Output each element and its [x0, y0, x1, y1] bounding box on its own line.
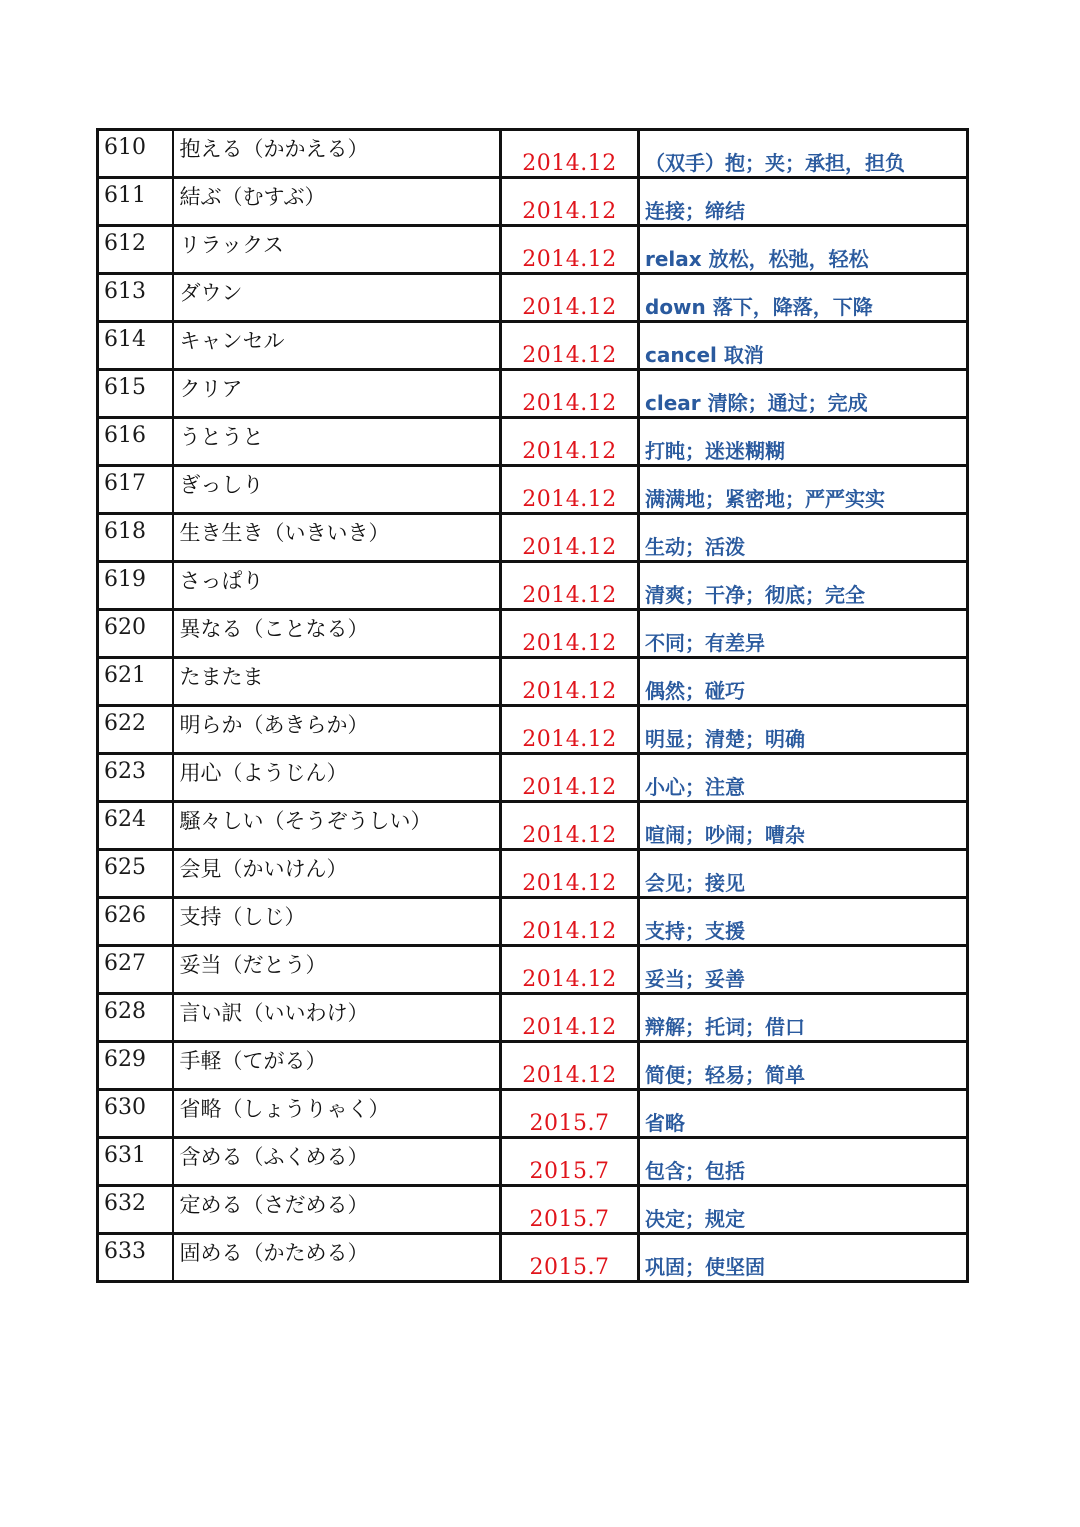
japanese-word-cell — [173, 994, 501, 1042]
entry-number-cell — [98, 1090, 173, 1138]
exam-date-cell — [501, 802, 639, 850]
exam-date-cell — [501, 178, 639, 226]
chinese-meaning-cell — [639, 994, 968, 1042]
entry-number-cell — [98, 1042, 173, 1090]
entry-number: 633 — [104, 1239, 146, 1264]
table-row — [98, 562, 968, 610]
chinese-meaning: 辩解；托词；借口 — [645, 1015, 805, 1039]
japanese-word: ぎっしり — [179, 473, 264, 497]
entry-number: 616 — [104, 423, 146, 448]
chinese-meaning: 清爽；干净；彻底；完全 — [645, 583, 865, 607]
chinese-meaning-cell — [639, 706, 968, 754]
chinese-meaning: 包含；包括 — [645, 1159, 745, 1183]
exam-date: 2014.12 — [522, 871, 617, 896]
japanese-word: 用心（ようじん） — [179, 761, 348, 785]
chinese-meaning-cell — [639, 754, 968, 802]
table-row — [98, 130, 968, 178]
japanese-word-cell — [173, 754, 501, 802]
entry-number-cell — [98, 658, 173, 706]
japanese-word-cell — [173, 130, 501, 178]
table-row — [98, 1042, 968, 1090]
exam-date: 2015.7 — [529, 1207, 610, 1232]
table-row — [98, 1090, 968, 1138]
entry-number: 631 — [104, 1143, 146, 1168]
entry-number-cell — [98, 1186, 173, 1234]
chinese-meaning: 不同；有差异 — [645, 631, 765, 655]
exam-date: 2014.12 — [522, 343, 617, 368]
exam-date: 2014.12 — [522, 439, 617, 464]
japanese-word-cell — [173, 1138, 501, 1186]
exam-date-cell — [501, 1138, 639, 1186]
exam-date-cell — [501, 562, 639, 610]
entry-number-cell — [98, 994, 173, 1042]
exam-date-cell — [501, 370, 639, 418]
entry-number-cell — [98, 514, 173, 562]
japanese-word: 省略（しょうりゃく） — [179, 1097, 390, 1121]
japanese-word-cell — [173, 850, 501, 898]
chinese-meaning-cell — [639, 1138, 968, 1186]
japanese-word: 手軽（てがる） — [179, 1049, 327, 1073]
chinese-meaning: 支持；支援 — [645, 919, 745, 943]
japanese-word-cell — [173, 466, 501, 514]
japanese-word: 固める（かためる） — [179, 1241, 369, 1265]
entry-number: 612 — [104, 231, 146, 256]
exam-date-cell — [501, 706, 639, 754]
table-row — [98, 754, 968, 802]
exam-date: 2014.12 — [522, 1063, 617, 1088]
japanese-word-cell — [173, 514, 501, 562]
chinese-meaning-cell — [639, 658, 968, 706]
japanese-word-cell — [173, 610, 501, 658]
japanese-word: 含める（ふくめる） — [179, 1145, 369, 1169]
japanese-word: 異なる（ことなる） — [179, 617, 369, 641]
exam-date-cell — [501, 1042, 639, 1090]
exam-date: 2014.12 — [522, 727, 617, 752]
chinese-meaning: 满满地；紧密地；严严实实 — [645, 487, 885, 511]
entry-number-cell — [98, 466, 173, 514]
exam-date-cell — [501, 994, 639, 1042]
exam-date: 2014.12 — [522, 679, 617, 704]
entry-number-cell — [98, 226, 173, 274]
japanese-word-cell — [173, 562, 501, 610]
entry-number-cell — [98, 898, 173, 946]
table-row — [98, 226, 968, 274]
japanese-word: クリア — [179, 377, 243, 401]
table-row — [98, 370, 968, 418]
table-row — [98, 994, 968, 1042]
entry-number: 625 — [104, 855, 146, 880]
exam-date-cell — [501, 514, 639, 562]
exam-date: 2014.12 — [522, 151, 617, 176]
table-row — [98, 322, 968, 370]
exam-date: 2014.12 — [522, 583, 617, 608]
chinese-meaning-cell — [639, 178, 968, 226]
chinese-meaning: cancel 取消 — [645, 343, 764, 367]
japanese-word-cell — [173, 946, 501, 994]
japanese-word: さっぱり — [179, 569, 264, 593]
exam-date-cell — [501, 1186, 639, 1234]
entry-number-cell — [98, 850, 173, 898]
entry-number: 611 — [104, 183, 146, 208]
japanese-word: 言い訳（いいわけ） — [179, 1001, 369, 1025]
chinese-meaning: 打盹；迷迷糊糊 — [645, 439, 785, 463]
entry-number: 610 — [104, 135, 146, 160]
entry-number: 623 — [104, 759, 146, 784]
exam-date-cell — [501, 610, 639, 658]
exam-date-cell — [501, 850, 639, 898]
chinese-meaning-cell — [639, 514, 968, 562]
table-row — [98, 466, 968, 514]
exam-date-cell — [501, 418, 639, 466]
exam-date: 2015.7 — [529, 1159, 610, 1184]
entry-number-cell — [98, 370, 173, 418]
japanese-word-cell — [173, 322, 501, 370]
chinese-meaning-cell — [639, 466, 968, 514]
entry-number-cell — [98, 322, 173, 370]
japanese-word-cell — [173, 226, 501, 274]
japanese-word: 支持（しじ） — [179, 905, 306, 929]
entry-number: 624 — [104, 807, 146, 832]
chinese-meaning-cell — [639, 370, 968, 418]
exam-date-cell — [501, 1090, 639, 1138]
japanese-word: たまたま — [179, 665, 264, 689]
entry-number: 629 — [104, 1047, 146, 1072]
japanese-word-cell — [173, 370, 501, 418]
chinese-meaning-cell — [639, 322, 968, 370]
japanese-word: 騒々しい（そうぞうしい） — [179, 809, 432, 833]
table-row — [98, 1138, 968, 1186]
japanese-word-cell — [173, 802, 501, 850]
japanese-word-cell — [173, 1186, 501, 1234]
exam-date-cell — [501, 322, 639, 370]
chinese-meaning-cell — [639, 898, 968, 946]
exam-date: 2015.7 — [529, 1111, 610, 1136]
entry-number: 630 — [104, 1095, 146, 1120]
japanese-word: うとうと — [179, 425, 264, 449]
entry-number: 628 — [104, 999, 146, 1024]
chinese-meaning: 偶然；碰巧 — [645, 679, 745, 703]
chinese-meaning: down 落下，降落，下降 — [645, 295, 873, 319]
table-row — [98, 1234, 968, 1282]
japanese-word-cell — [173, 706, 501, 754]
chinese-meaning: 小心；注意 — [645, 775, 745, 799]
exam-date-cell — [501, 898, 639, 946]
entry-number-cell — [98, 562, 173, 610]
entry-number-cell — [98, 1234, 173, 1282]
japanese-word: 妥当（だとう） — [179, 953, 327, 977]
vocabulary-table-body — [98, 130, 968, 1282]
exam-date-cell — [501, 130, 639, 178]
exam-date: 2014.12 — [522, 391, 617, 416]
chinese-meaning: 决定；规定 — [645, 1207, 745, 1231]
chinese-meaning: 简便；轻易；简单 — [645, 1063, 805, 1087]
japanese-word-cell — [173, 274, 501, 322]
japanese-word: 抱える（かかえる） — [179, 137, 369, 161]
chinese-meaning: （双手）抱；夹；承担，担负 — [645, 151, 905, 175]
chinese-meaning-cell — [639, 274, 968, 322]
exam-date-cell — [501, 754, 639, 802]
chinese-meaning-cell — [639, 1042, 968, 1090]
chinese-meaning-cell — [639, 130, 968, 178]
japanese-word: 会見（かいけん） — [179, 857, 348, 881]
entry-number-cell — [98, 610, 173, 658]
table-row — [98, 802, 968, 850]
exam-date-cell — [501, 1234, 639, 1282]
exam-date: 2014.12 — [522, 535, 617, 560]
japanese-word-cell — [173, 178, 501, 226]
exam-date: 2014.12 — [522, 967, 617, 992]
chinese-meaning-cell — [639, 802, 968, 850]
entry-number-cell — [98, 1138, 173, 1186]
table-row — [98, 418, 968, 466]
entry-number: 620 — [104, 615, 146, 640]
chinese-meaning-cell — [639, 610, 968, 658]
exam-date: 2014.12 — [522, 775, 617, 800]
chinese-meaning: 会见；接见 — [645, 871, 745, 895]
exam-date: 2014.12 — [522, 295, 617, 320]
chinese-meaning-cell — [639, 1186, 968, 1234]
table-row — [98, 946, 968, 994]
chinese-meaning-cell — [639, 1090, 968, 1138]
table-row — [98, 1186, 968, 1234]
chinese-meaning: 省略 — [645, 1111, 685, 1135]
table-row — [98, 178, 968, 226]
exam-date: 2014.12 — [522, 631, 617, 656]
table-row — [98, 898, 968, 946]
exam-date: 2014.12 — [522, 823, 617, 848]
table-row — [98, 514, 968, 562]
entry-number-cell — [98, 706, 173, 754]
chinese-meaning: 连接；缔结 — [645, 199, 745, 223]
japanese-word: キャンセル — [179, 329, 285, 353]
exam-date-cell — [501, 466, 639, 514]
chinese-meaning-cell — [639, 418, 968, 466]
japanese-word-cell — [173, 418, 501, 466]
vocabulary-table — [96, 128, 969, 1283]
entry-number: 614 — [104, 327, 146, 352]
entry-number-cell — [98, 418, 173, 466]
exam-date: 2015.7 — [529, 1255, 610, 1280]
entry-number-cell — [98, 130, 173, 178]
entry-number: 613 — [104, 279, 146, 304]
chinese-meaning: 巩固；使坚固 — [645, 1255, 765, 1279]
chinese-meaning-cell — [639, 1234, 968, 1282]
chinese-meaning: relax 放松，松弛，轻松 — [645, 247, 869, 271]
japanese-word-cell — [173, 658, 501, 706]
entry-number-cell — [98, 274, 173, 322]
entry-number: 627 — [104, 951, 146, 976]
entry-number: 615 — [104, 375, 146, 400]
chinese-meaning: 喧闹；吵闹；嘈杂 — [645, 823, 805, 847]
table-row — [98, 274, 968, 322]
japanese-word: 結ぶ（むすぶ） — [179, 185, 326, 209]
entry-number: 617 — [104, 471, 146, 496]
entry-number-cell — [98, 754, 173, 802]
japanese-word-cell — [173, 1234, 501, 1282]
exam-date-cell — [501, 946, 639, 994]
entry-number: 626 — [104, 903, 146, 928]
table-row — [98, 706, 968, 754]
entry-number-cell — [98, 802, 173, 850]
exam-date-cell — [501, 658, 639, 706]
japanese-word: ダウン — [179, 281, 243, 305]
exam-date: 2014.12 — [522, 247, 617, 272]
table-row — [98, 658, 968, 706]
chinese-meaning: 妥当；妥善 — [645, 967, 745, 991]
japanese-word-cell — [173, 1090, 501, 1138]
entry-number-cell — [98, 178, 173, 226]
exam-date: 2014.12 — [522, 919, 617, 944]
entry-number: 632 — [104, 1191, 146, 1216]
entry-number: 618 — [104, 519, 146, 544]
table-row — [98, 850, 968, 898]
chinese-meaning: clear 清除；通过；完成 — [645, 391, 868, 415]
japanese-word: 生き生き（いきいき） — [179, 521, 390, 545]
chinese-meaning-cell — [639, 562, 968, 610]
chinese-meaning: 生动；活泼 — [645, 535, 745, 559]
exam-date: 2014.12 — [522, 199, 617, 224]
japanese-word-cell — [173, 1042, 501, 1090]
exam-date-cell — [501, 226, 639, 274]
chinese-meaning-cell — [639, 226, 968, 274]
entry-number-cell — [98, 946, 173, 994]
table-row — [98, 610, 968, 658]
exam-date: 2014.12 — [522, 487, 617, 512]
japanese-word: 定める（さだめる） — [179, 1193, 369, 1217]
exam-date: 2014.12 — [522, 1015, 617, 1040]
japanese-word: リラックス — [179, 233, 284, 257]
chinese-meaning-cell — [639, 946, 968, 994]
chinese-meaning-cell — [639, 850, 968, 898]
chinese-meaning: 明显；清楚；明确 — [645, 727, 805, 751]
entry-number: 622 — [104, 711, 146, 736]
japanese-word: 明らか（あきらか） — [179, 713, 369, 737]
entry-number: 621 — [104, 663, 146, 688]
entry-number: 619 — [104, 567, 146, 592]
exam-date-cell — [501, 274, 639, 322]
japanese-word-cell — [173, 898, 501, 946]
